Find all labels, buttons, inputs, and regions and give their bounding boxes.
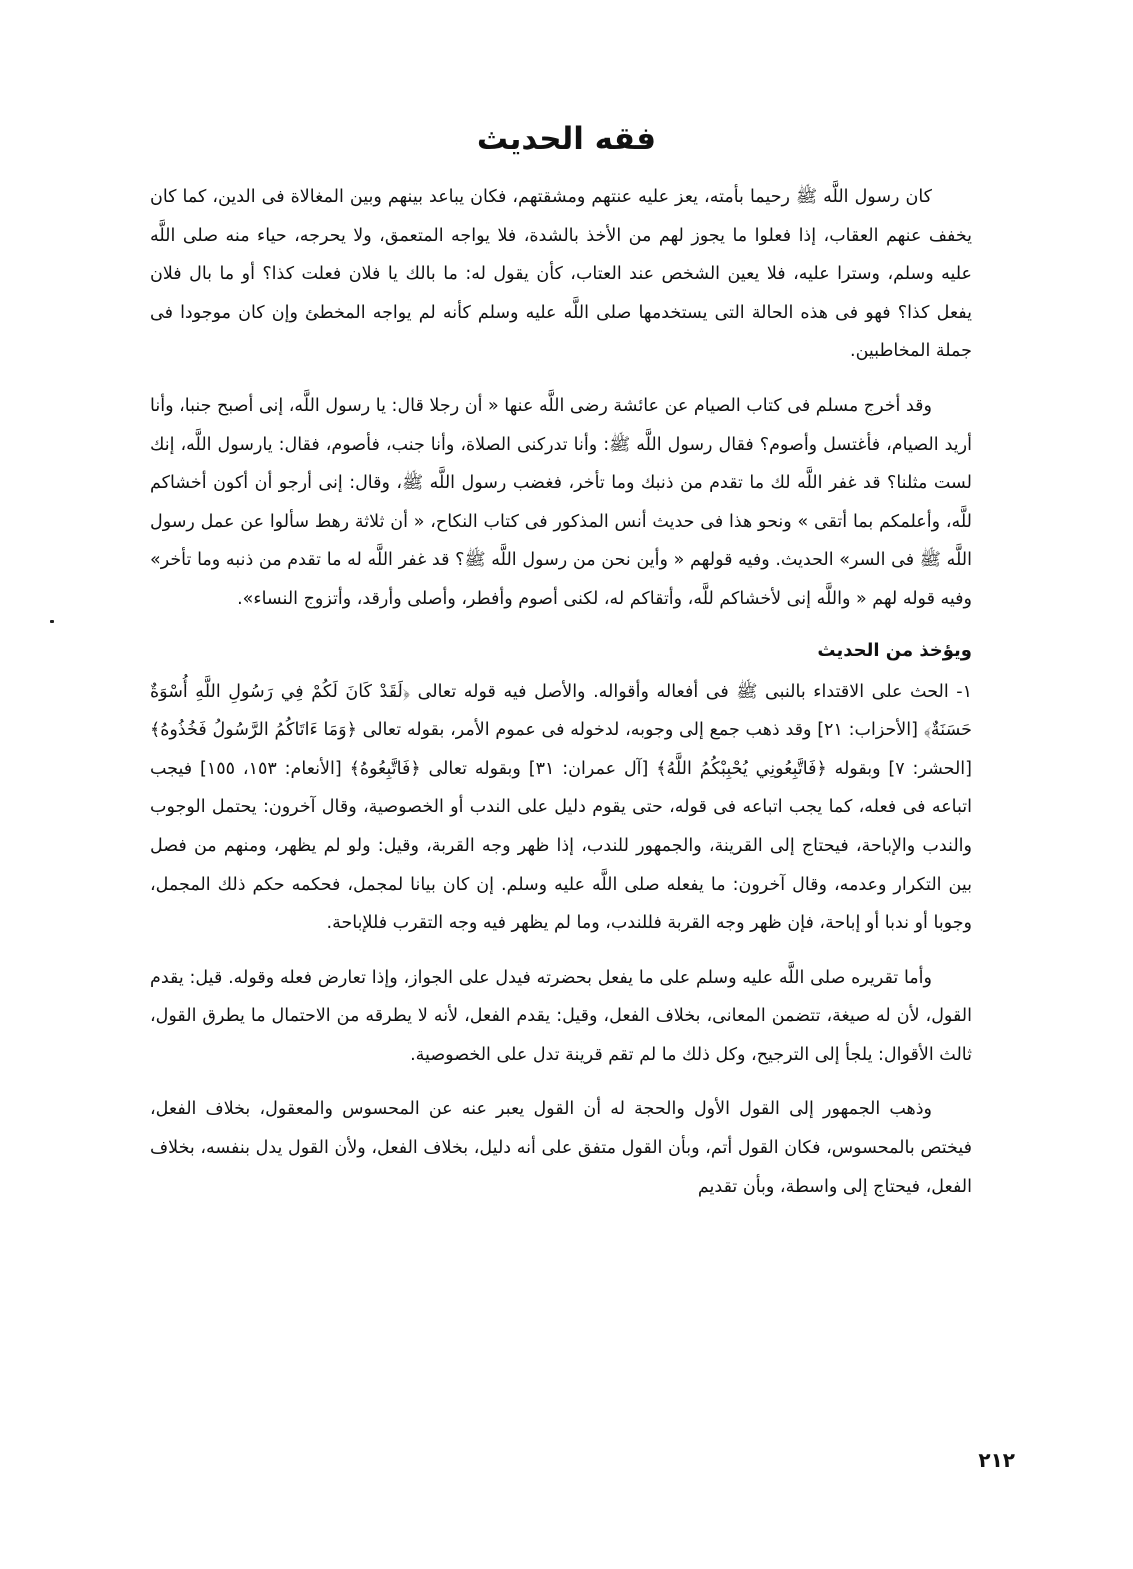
paragraph-4: وذهب الجمهور إلى القول الأول والحجة له أن القول يعبر عنه عن المحسوس والمعقول، بخلاف الفعل، فيختص بالمحسوس، فكان القول أتم، وبأن القول متفق على أنه دليل، بخلاف الفعل، ولأن القول يدل بنفسه، بخلاف الفعل، فيحتاج إلى واسطة، وبأن تقديم — [150, 1099, 972, 1197]
paragraph-3: وأما تقريره صلى اللَّه عليه وسلم على ما يفعل بحضرته فيدل على الجواز، وإذا تعارض فعله وقوله. قيل: يقدم القول، لأن له صيغة، تتضمن المعانى، بخلاف الفعل، وقيل: يقدم الفعل، لأنه لا يطرقه من الاحتمال ما يطرق القول، ثالث الأقوال: يلجأ إلى الترجيح، وكل ذلك ما لم تقم قرينة تدل على الخصوصية. — [150, 967, 972, 1065]
page-title: فقه الحديث — [476, 120, 657, 157]
scan-speck — [50, 620, 54, 623]
list-item-1: ١- الحث على الاقتداء بالنبى ﷺ فى أفعاله وأقواله. والأصل فيه قوله تعالى ﴿لَقَدْ كَانَ لَكُمْ فِي رَسُولِ اللَّهِ أُسْوَةٌ حَسَنَةٌ﴾ [الأحزاب: ٢١] وقد ذهب جمع إلى وجوبه، لدخوله فى عموم الأمر، بقوله تعالى ﴿وَمَا ءَاتَاكُمُ الرَّسُولُ فَخُذُوهُ﴾ [الحشر: ٧] وبقوله ﴿فَاتَّبِعُونِي يُحْبِبْكُمُ اللَّهُ﴾ [آل عمران: ٣١] وبقوله تعالى ﴿فَاتَّبِعُوهُ﴾ [الأنعام: ١٥٣، ١٥٥] فيجب اتباعه فى فعله، كما يجب اتباعه فى قوله، حتى يقوم دليل على الندب أو الخصوصية، وقال آخرون: يحتمل الوجوب والندب والإباحة، فيحتاج إلى القرينة، والجمهور للندب، إذا ظهر وجه القربة، وقيل: ولو لم يظهر، ومنهم من فصل بين التكرار وعدمه، وقال آخرون: ما يفعله صلى اللَّه عليه وسلم. إن كان بيانا لمجمل، فحكمه حكم ذلك المجمل، وجوبا أو ندبا أو إباحة، فإن ظهر وجه القربة فللندب، وما لم يظهر فيه وجه التقرب فللإباحة. — [150, 681, 973, 934]
paragraph-2: وقد أخرج مسلم فى كتاب الصيام عن عائشة رضى اللَّه عنها « أن رجلا قال: يا رسول اللَّه، إنى أصبح جنبا، وأنا أريد الصيام، فأغتسل وأصوم؟ فقال رسول اللَّه ﷺ: وأنا تدركنى الصلاة، وأنا جنب، فأصوم، فقال: يارسول اللَّه، إنك لست مثلنا؟ قد غفر اللَّه لك ما تقدم من ذنبك وما تأخر، فغضب رسول اللَّه ﷺ، وقال: إنى أرجو أن أكون أخشاكم للَّه، وأعلمكم بما أتقى » ونحو هذا فى حديث أنس المذكور فى كتاب النكاح، « أن ثلاثة رهط سألوا عن عمل رسول اللَّه ﷺ فى السر» الحديث. وفيه قولهم « وأين نحن من رسول اللَّه ﷺ؟ قد غفر اللَّه له ما تقدم من ذنبه وما تأخر» وفيه قوله لهم « واللَّه إنى لأخشاكم للَّه، وأتقاكم له، لكنى أصوم وأفطر، وأصلى وأرقد، وأتزوج النساء». — [150, 395, 972, 609]
body-text — [150, 178, 972, 1206]
section-heading: ويؤخذ من الحديث — [817, 639, 972, 661]
page-number: ٢١٢ — [978, 1448, 1015, 1472]
paragraph-1: كان رسول اللَّه ﷺ رحيما بأمته، يعز عليه عنتهم ومشقتهم، فكان يباعد بينهم وبين المغالاة فى الدين، كما كان يخفف عنهم العقاب، إذا فعلوا ما يجوز لهم من الأخذ بالشدة، فلا يواجه المتعمق، ولا يحرجه، حياء منه صلى اللَّه عليه وسلم، وسترا عليه، فلا يعين الشخص عند العتاب، كأن يقول له: ما بالك يا فلان فعلت كذا؟ أو ما بال فلان يفعل كذا؟ فهو فى هذه الحالة التى يستخدمها صلى اللَّه عليه وسلم كأنه لم يواجه المخطئ وإن كان موجودا فى جملة المخاطبين. — [150, 187, 972, 362]
